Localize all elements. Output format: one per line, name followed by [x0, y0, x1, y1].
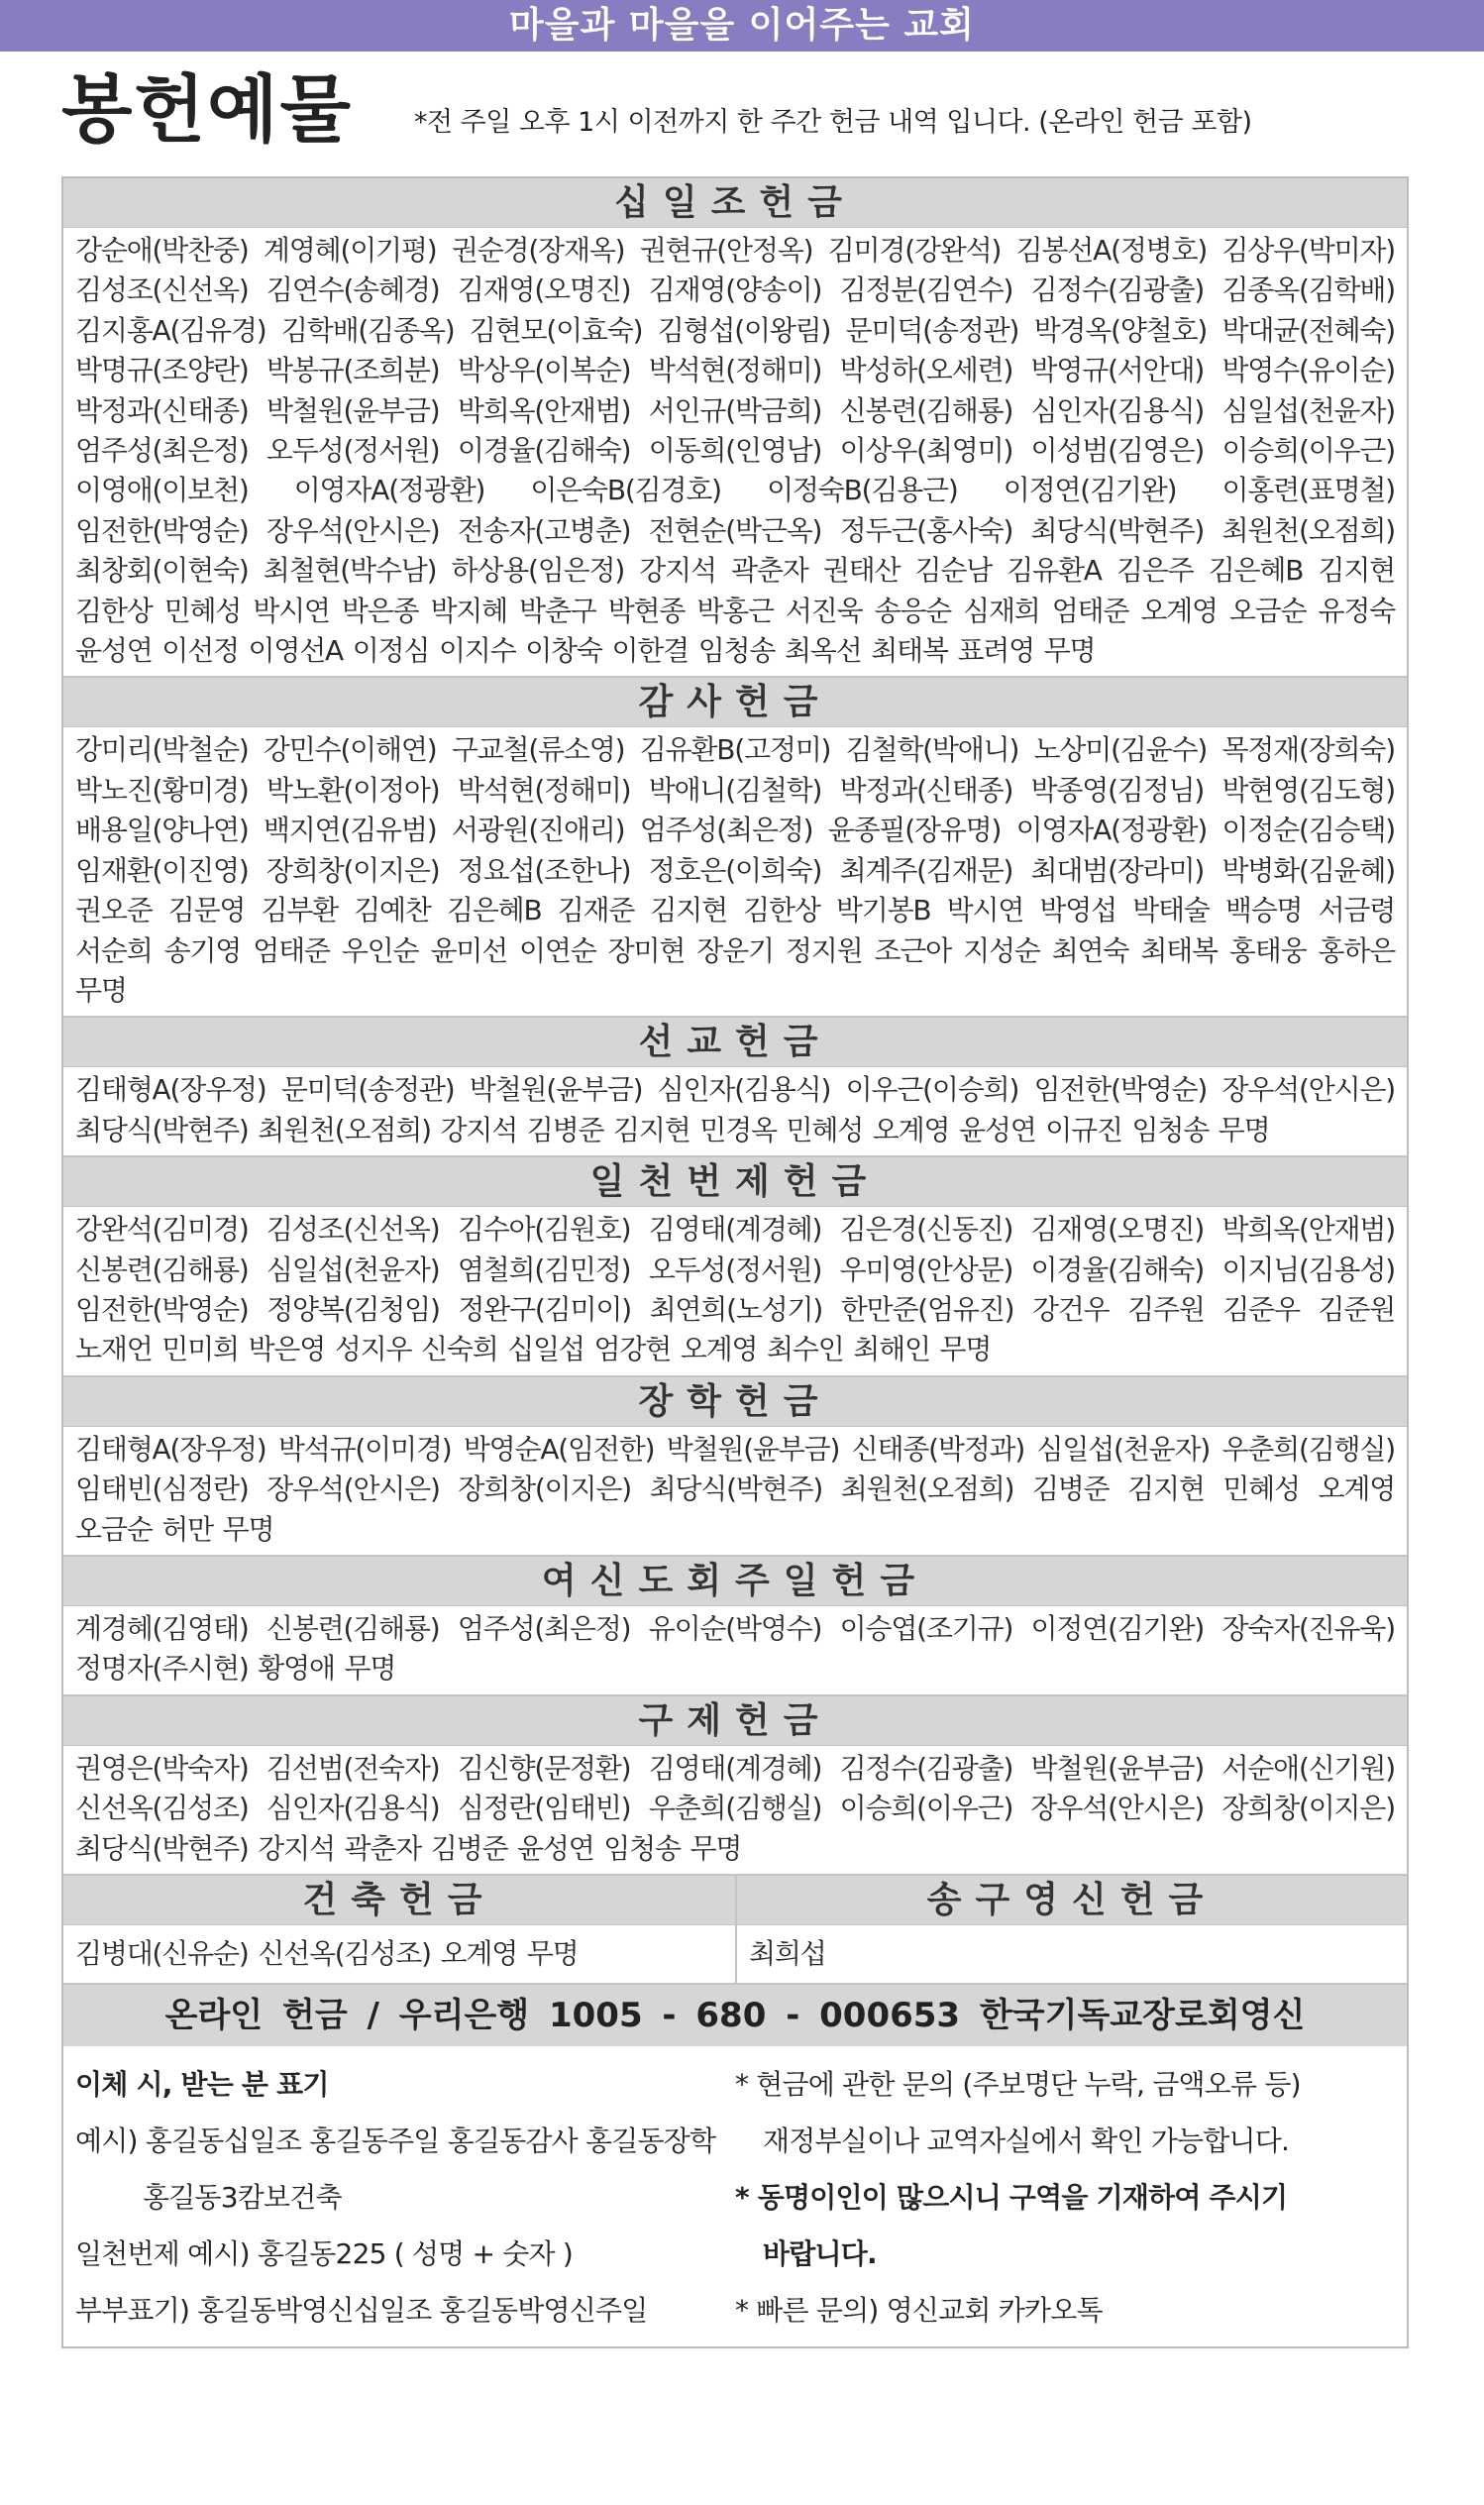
- section-names: [63, 1207, 1407, 1377]
- donor-name: 박기봉B: [835, 894, 931, 927]
- donor-name: 신봉련(김해룡): [265, 1611, 440, 1645]
- donor-name: 김준원: [1318, 1292, 1396, 1326]
- donor-name: 무명: [689, 1831, 742, 1865]
- donor-name: 이승엽(조기규): [839, 1611, 1013, 1645]
- donor-name: 김선범(전숙자): [265, 1751, 440, 1785]
- donor-name: 오계영: [1140, 594, 1218, 627]
- donor-name: 권순경(장재옥): [451, 234, 625, 267]
- donor-name: 최희섭: [749, 1937, 826, 1970]
- donor-name: 최해인: [853, 1333, 930, 1366]
- donor-name: 이영선A: [248, 634, 343, 668]
- donor-name: 엄태준: [253, 933, 330, 967]
- donor-name: 허만: [161, 1512, 213, 1546]
- donor-name: 표려영: [957, 634, 1034, 668]
- donor-name: 박대균(전혜숙): [1221, 313, 1396, 347]
- donor-name: 이창숙: [525, 634, 602, 668]
- donor-name: 김은혜B: [446, 894, 542, 927]
- donor-name: 서금령: [1318, 894, 1396, 927]
- donor-name: 서진욱: [785, 594, 863, 627]
- donor-name: 지성순: [963, 933, 1040, 967]
- donor-name: 심인자(김용식): [1030, 393, 1205, 427]
- donor-name: 김지홍A(김유경): [75, 313, 266, 347]
- donor-name: 김은혜B: [1208, 554, 1304, 588]
- donor-name: 심인자(김용식): [657, 1073, 831, 1107]
- donor-name: 장숙자(진유욱): [1221, 1611, 1395, 1645]
- section-names: [63, 1746, 1407, 1876]
- donor-name: 박상우(이복순): [457, 354, 631, 387]
- donor-name: 이정숙B(김용근): [767, 474, 958, 507]
- donor-name: 박정과(신태종): [75, 393, 249, 427]
- donor-name: 심일섭(천윤자): [1221, 393, 1395, 427]
- donor-name: 임전한(박영순): [75, 513, 249, 547]
- donor-name: 김영태(계경혜): [648, 1213, 822, 1247]
- donor-name: 오계영: [440, 1937, 518, 1970]
- top-banner: 마을과 마을을 이어주는 교회: [0, 0, 1484, 52]
- donor-name: 오금순: [75, 1512, 153, 1546]
- donor-name: 장희창(이지은): [265, 853, 440, 887]
- donor-name: 장미현: [607, 933, 686, 967]
- donor-name: 신봉련(김해룡): [839, 393, 1013, 427]
- donor-name: 엄태준: [1051, 594, 1129, 627]
- donor-name: 김태형A(장우정): [75, 1432, 266, 1466]
- donor-name: 박영수(유이순): [1221, 354, 1395, 387]
- donor-name: 최옥선: [784, 634, 862, 668]
- donor-name: 김정수(김광출): [1030, 273, 1205, 307]
- donor-name: 장희창(이지은): [458, 1472, 631, 1506]
- donor-name: 박석현(정해미): [648, 354, 822, 387]
- donor-name: 김재준: [557, 894, 635, 927]
- donor-name: 윤종필(장유명): [827, 814, 1002, 847]
- donor-name: 박병화(김윤혜): [1221, 853, 1395, 887]
- donor-name: 홍하은: [1318, 933, 1396, 967]
- donor-name: 무명: [1218, 1113, 1270, 1146]
- donor-name: 엄강현: [593, 1333, 672, 1366]
- donor-name: 박석현(정해미): [457, 773, 631, 807]
- donor-name: 박명규(조양란): [75, 354, 249, 387]
- guide-example: 예시) 홍길동십일조 홍길동주일 홍길동감사 홍길동장학: [75, 2124, 716, 2157]
- donor-name: 임청송: [1131, 1113, 1210, 1146]
- section-names: [63, 1067, 1407, 1157]
- section-title: 십일조헌금: [63, 178, 1407, 228]
- donor-name: 심인자(김용식): [265, 1792, 440, 1825]
- donor-name: 최당식(박현주): [649, 1472, 823, 1506]
- donor-name: 신태종(박정과): [851, 1432, 1025, 1466]
- section-title: 송구영신헌금: [737, 1876, 1407, 1925]
- donor-name: 윤성연: [959, 1113, 1036, 1146]
- section-names: [63, 228, 1407, 678]
- donor-name: 박성하(오세련): [839, 354, 1013, 387]
- donor-name: 최원천(오점희): [1221, 513, 1395, 547]
- donor-name: 황영애: [258, 1652, 335, 1686]
- donor-name: 김유환B(고정미): [639, 733, 831, 767]
- donor-name: 장운기: [696, 933, 774, 967]
- donor-name: 박철원(윤부금): [265, 393, 440, 427]
- donor-name: 강지석: [639, 554, 716, 588]
- donor-name: 오두성(정서원): [648, 1252, 822, 1286]
- donor-name: 박시연: [253, 594, 330, 627]
- donor-name: 임태빈(심정란): [75, 1472, 249, 1506]
- donor-name: 곽춘자: [344, 1831, 422, 1865]
- donor-name: 강지석: [440, 1113, 518, 1146]
- section-names: [63, 1427, 1407, 1557]
- donor-name: 이정순(김승택): [1221, 814, 1396, 847]
- donor-name: 박종영(김정님): [1030, 773, 1205, 807]
- donor-name: 윤성연: [75, 634, 153, 668]
- donor-name: 김예찬: [354, 894, 431, 927]
- donor-name: 박춘구: [519, 594, 596, 627]
- donor-name: 정완구(김미이): [458, 1292, 631, 1326]
- donor-name: 김신향(문정환): [457, 1751, 631, 1785]
- donor-name: 강순애(박찬중): [75, 234, 249, 267]
- donor-name: 이정연(김기완): [1030, 1611, 1205, 1645]
- section-title: 장학헌금: [63, 1377, 1407, 1427]
- donor-name: 신숙희: [421, 1333, 498, 1366]
- donor-name: 김은주: [1115, 554, 1194, 588]
- donor-name: 송기영: [163, 933, 242, 967]
- donor-name: 정명자(주시현): [75, 1652, 249, 1686]
- donor-name: 박은종: [341, 594, 419, 627]
- donor-name: 장우석(안시은): [265, 513, 440, 547]
- donor-name: 박시연: [946, 894, 1024, 927]
- donor-name: 김은경(신동진): [839, 1213, 1013, 1247]
- donor-name: 정양복(김청임): [266, 1292, 440, 1326]
- donor-name: 홍태웅: [1228, 933, 1307, 967]
- donor-name: 김문영: [167, 894, 246, 927]
- donor-name: 강민수(이해연): [263, 733, 437, 767]
- inquiry-note-cont: 재정부실이나 교역자실에서 확인 가능합니다.: [763, 2124, 1290, 2157]
- transfer-guide: [75, 2056, 735, 2339]
- newyear-offering: [737, 1876, 1407, 1983]
- donor-name: 민미희: [161, 1333, 239, 1366]
- donor-name: 강지석: [258, 1831, 335, 1865]
- donor-name: 임재환(이진영): [75, 853, 249, 887]
- donor-name: 김지현: [1318, 554, 1396, 588]
- section-names: [63, 1606, 1407, 1696]
- donor-name: 김부환: [261, 894, 339, 927]
- donor-name: 염철희(김민정): [457, 1252, 631, 1286]
- donor-name: 이동희(인영남): [648, 434, 822, 468]
- donor-name: 오계영: [872, 1113, 950, 1146]
- donor-name: 박애니(김철학): [648, 773, 822, 807]
- donor-name: 심정란(임태빈): [457, 1792, 631, 1825]
- donor-name: 권오준: [75, 894, 153, 927]
- donor-name: 오계영: [680, 1333, 758, 1366]
- donor-name: 계영혜(이기평): [263, 234, 437, 267]
- donor-name: 한만준(엄유진): [840, 1292, 1014, 1326]
- donor-name: 우춘희(김행실): [648, 1792, 822, 1825]
- donor-name: 김재영(오명진): [1030, 1213, 1205, 1247]
- donor-name: 서순애(신기원): [1221, 1751, 1395, 1785]
- donor-name: 이성범(김영은): [1030, 434, 1205, 468]
- donor-name: 민혜성: [163, 594, 242, 627]
- donor-name: 박철원(윤부금): [469, 1073, 643, 1107]
- donor-name: 백승명: [1224, 894, 1303, 927]
- donor-name: 박현종: [607, 594, 686, 627]
- donor-name: 김병대(신유순): [75, 1937, 249, 1970]
- page-title: 봉헌예물: [61, 67, 353, 153]
- donor-name: 이정심: [352, 634, 430, 668]
- donor-name: 이우근(이승희): [845, 1073, 1019, 1107]
- donor-name: 김영태(계경혜): [648, 1751, 822, 1785]
- donor-name: 박희옥(안재범): [457, 393, 631, 427]
- donor-name: 김성조(신선옥): [265, 1213, 440, 1247]
- donor-name: 최철현(박수남): [263, 554, 437, 588]
- donor-name: 최대범(장라미): [1030, 853, 1205, 887]
- donor-name: 이상우(최영미): [839, 434, 1013, 468]
- donor-name: 무명: [75, 973, 127, 1007]
- donor-name: 강건우: [1031, 1292, 1110, 1326]
- donor-name: 김연수(송혜경): [265, 273, 440, 307]
- donor-name: 장우석(안시은): [1221, 1073, 1396, 1107]
- donor-name: 조근아: [874, 933, 952, 967]
- donor-name: 박영순A(임전한): [463, 1432, 655, 1466]
- donor-name: 이은숙B(김경호): [530, 474, 721, 507]
- donor-name: 박노환(이정아): [265, 773, 440, 807]
- donor-name: 김재영(양송이): [648, 273, 822, 307]
- donor-name: 김종옥(김학배): [1221, 273, 1395, 307]
- donor-name: 임전한(박영순): [75, 1292, 249, 1326]
- donor-name: 김성조(신선옥): [75, 273, 249, 307]
- donor-name: 신선옥(김성조): [75, 1792, 249, 1825]
- donor-name: 권현규(안정옥): [639, 234, 813, 267]
- kakao-note: * 빠른 문의) 영신교회 카카오톡: [735, 2294, 1103, 2327]
- donor-name: 장우석(안시은): [1030, 1792, 1205, 1825]
- donor-name: 최수인: [767, 1333, 844, 1366]
- donor-name: 박태술: [1132, 894, 1210, 927]
- donor-name: 최원천(오점희): [258, 1113, 431, 1146]
- donor-name: 김병준: [526, 1113, 604, 1146]
- donor-name: 민혜성: [1222, 1472, 1300, 1506]
- donor-name: 최연숙: [1051, 933, 1129, 967]
- split-sections: [63, 1876, 1407, 1985]
- donor-name: 전현순(박근옥): [648, 513, 822, 547]
- same-name-note: * 동명이인이 많으시니 구역을 기재하여 주시기: [735, 2181, 1288, 2214]
- donor-name: 김형섭(이왕림): [657, 313, 831, 347]
- donor-name: 엄주성(최은정): [457, 1611, 631, 1645]
- donor-name: 박영섭: [1039, 894, 1116, 927]
- donor-name: 박정과(신태종): [839, 773, 1013, 807]
- donor-name: 최태복: [1140, 933, 1218, 967]
- section-names: [63, 727, 1407, 1018]
- donor-name: 강완석(김미경): [75, 1213, 249, 1247]
- donor-name: 김지현: [613, 1113, 690, 1146]
- section-title: 일천번제헌금: [63, 1157, 1407, 1207]
- donor-name: 임청송: [697, 634, 776, 668]
- donor-name: 노재언: [75, 1333, 153, 1366]
- donor-name: 신선옥(김성조): [258, 1937, 431, 1970]
- donor-name: 박노진(황미경): [75, 773, 249, 807]
- donor-name: 김유환A: [1007, 554, 1102, 588]
- donor-name: 강미리(박철순): [75, 733, 249, 767]
- donor-name: 오두성(정서원): [265, 434, 440, 468]
- donor-name: 이영자A(정광환): [1015, 814, 1208, 847]
- donor-name: 이연순: [519, 933, 596, 967]
- donor-name: 김지현: [1127, 1472, 1205, 1506]
- donor-name: 박지혜: [430, 594, 507, 627]
- donor-name: 이승희(이우근): [839, 1792, 1013, 1825]
- donor-name: 이홍련(표명철): [1221, 474, 1396, 507]
- donor-name: 박철원(윤부금): [666, 1432, 840, 1466]
- online-account-title: 온라인 헌금 / 우리은행 1005 - 680 - 000653 한국기독교장로회영신: [63, 1985, 1407, 2046]
- donor-name: 이영자A(정광환): [293, 474, 485, 507]
- donor-name: 박철원(윤부금): [1030, 1751, 1205, 1785]
- section-title: 감사헌금: [63, 678, 1407, 727]
- donor-name: 이규진: [1045, 1113, 1122, 1146]
- donor-name: 김상우(박미자): [1221, 234, 1396, 267]
- donor-name: 최당식(박현주): [1030, 513, 1205, 547]
- donor-name: 신봉련(김해룡): [75, 1252, 249, 1286]
- donor-name: 이경율(김해숙): [1030, 1252, 1205, 1286]
- donor-name: 이정연(김기완): [1003, 474, 1177, 507]
- donor-name: 이지님(김용성): [1221, 1252, 1395, 1286]
- donor-name: 최당식(박현주): [75, 1113, 249, 1146]
- inquiry-note: * 현금에 관한 문의 (주보명단 누락, 금액오류 등): [735, 2068, 1301, 2101]
- section-names: [63, 1925, 735, 1983]
- donor-name: 김현모(이효숙): [469, 313, 643, 347]
- donor-name: 이영애(이보천): [75, 474, 249, 507]
- donor-name: 장우석(안시은): [266, 1472, 440, 1506]
- donor-name: 배용일(양나연): [75, 814, 249, 847]
- donor-name: 박현영(김도형): [1221, 773, 1395, 807]
- donor-name: 박희옥(안재범): [1221, 1213, 1395, 1247]
- donor-name: 심일섭(천윤자): [265, 1252, 440, 1286]
- section-title: 건축헌금: [63, 1876, 735, 1925]
- donor-name: 우춘희(김행실): [1221, 1432, 1395, 1466]
- donor-name: 백지연(김유범): [263, 814, 437, 847]
- donor-name: 권영은(박숙자): [75, 1751, 249, 1785]
- donor-name: 이승희(이우근): [1221, 434, 1395, 468]
- donor-name: 임전한(박영순): [1033, 1073, 1208, 1107]
- donor-name: 하상용(임은정): [451, 554, 625, 588]
- donor-name: 정지원: [785, 933, 863, 967]
- donor-name: 심일섭(천윤자): [1036, 1432, 1211, 1466]
- donor-name: 김한상: [743, 894, 820, 927]
- donor-name: 엄주성(최은정): [75, 434, 249, 468]
- donor-name: 김학배(김종옥): [280, 313, 455, 347]
- donor-name: 무명: [344, 1652, 396, 1686]
- donor-name: 김정분(김연수): [839, 273, 1013, 307]
- section-title: 여신도회주일헌금: [63, 1557, 1407, 1606]
- donor-name: 민경옥: [699, 1113, 777, 1146]
- donor-name: 윤성연: [517, 1831, 594, 1865]
- donor-name: 최당식(박현주): [75, 1831, 249, 1865]
- offering-board: [61, 176, 1409, 2348]
- donor-name: 서광원(진애리): [451, 814, 625, 847]
- donor-name: 김병준: [1031, 1472, 1110, 1506]
- donor-name: 임청송: [603, 1831, 681, 1865]
- donor-name: 김수아(김원호): [457, 1213, 631, 1247]
- donor-name: 송응순: [874, 594, 952, 627]
- guide-example-cont: 홍길동3캄보건축: [143, 2181, 342, 2214]
- donor-name: 곽춘자: [731, 554, 808, 588]
- donor-name: 노상미(김윤수): [1033, 733, 1208, 767]
- donor-name: 박홍근: [696, 594, 774, 627]
- donor-name: 김지현: [650, 894, 727, 927]
- section-title: 구제헌금: [63, 1696, 1407, 1746]
- section-title: 선교헌금: [63, 1018, 1407, 1067]
- online-guide: [63, 2046, 1407, 2346]
- donor-name: 김철학(박애니): [845, 733, 1019, 767]
- donor-name: 김준우: [1222, 1292, 1300, 1326]
- donor-name: 정호은(이희숙): [648, 853, 822, 887]
- donor-name: 김태형A(장우정): [75, 1073, 266, 1107]
- section-names: [737, 1925, 1407, 1983]
- donor-name: 서순희: [75, 933, 153, 967]
- donor-name: 정두근(홍사숙): [839, 513, 1013, 547]
- donor-name: 김정수(김광출): [839, 1751, 1013, 1785]
- donor-name: 박은영: [248, 1333, 326, 1366]
- donor-name: 김한상: [75, 594, 153, 627]
- donor-name: 최원천(오점희): [840, 1472, 1014, 1506]
- donor-name: 이한결: [611, 634, 689, 668]
- donor-name: 이경율(김해숙): [457, 434, 631, 468]
- donor-name: 최태복: [871, 634, 948, 668]
- donor-name: 이지수: [438, 634, 516, 668]
- donor-name: 민혜성: [786, 1113, 864, 1146]
- donor-name: 박영규(서안대): [1030, 354, 1205, 387]
- donor-name: 최계주(김재문): [839, 853, 1013, 887]
- donor-name: 정요섭(조한나): [457, 853, 631, 887]
- donor-name: 심재희: [963, 594, 1040, 627]
- building-offering: [63, 1876, 737, 1983]
- donor-name: 박봉규(조희분): [265, 354, 440, 387]
- donor-name: 전송자(고병춘): [457, 513, 631, 547]
- donor-name: 무명: [222, 1512, 274, 1546]
- donor-name: 유이순(박영수): [648, 1611, 822, 1645]
- donor-name: 서인규(박금희): [648, 393, 822, 427]
- donor-name: 문미덕(송정관): [845, 313, 1019, 347]
- donor-name: 장희창(이지은): [1221, 1792, 1395, 1825]
- donor-name: 무명: [939, 1333, 992, 1366]
- guide-example-couple: 부부표기) 홍길동박영신십일조 홍길동박영신주일: [75, 2294, 648, 2327]
- guide-heading: 이체 시, 받는 분 표기: [75, 2068, 329, 2101]
- donor-name: 십일섭: [507, 1333, 584, 1366]
- donor-name: 김재영(오명진): [457, 273, 631, 307]
- donor-name: 성지우: [334, 1333, 412, 1366]
- donor-name: 김주원: [1127, 1292, 1205, 1326]
- same-name-note-cont: 바랍니다.: [763, 2237, 877, 2270]
- donor-name: 오금순: [1228, 594, 1307, 627]
- donor-name: 유정숙: [1318, 594, 1396, 627]
- donor-name: 목정재(장희숙): [1221, 733, 1395, 767]
- donor-name: 박경옥(양철호): [1033, 313, 1208, 347]
- donor-name: 김순남: [914, 554, 993, 588]
- donor-name: 김봉선A(정병호): [1015, 234, 1208, 267]
- donor-name: 이선정: [161, 634, 239, 668]
- donor-name: 김미경(강완석): [827, 234, 1002, 267]
- donor-name: 박석규(이미경): [277, 1432, 452, 1466]
- donor-name: 문미덕(송정관): [280, 1073, 455, 1107]
- donor-name: 윤미선: [430, 933, 507, 967]
- inquiry-guide: [735, 2056, 1395, 2339]
- donor-name: 계경혜(김영태): [75, 1611, 249, 1645]
- donor-name: 엄주성(최은정): [639, 814, 813, 847]
- donor-name: 김병준: [430, 1831, 508, 1865]
- donor-name: 무명: [1043, 634, 1096, 668]
- donor-name: 권태산: [822, 554, 901, 588]
- guide-example-offering: 일천번제 예시) 홍길동225 ( 성명 + 숫자 ): [75, 2237, 574, 2270]
- donor-name: 최창회(이현숙): [75, 554, 249, 588]
- donor-name: 구교철(류소영): [451, 733, 625, 767]
- donor-name: 오계영: [1318, 1472, 1396, 1506]
- donor-name: 최연희(노성기): [649, 1292, 823, 1326]
- donor-name: 우인순: [341, 933, 419, 967]
- donor-name: 무명: [526, 1937, 579, 1970]
- page-note: *전 주일 오후 1시 이전까지 한 주간 헌금 내역 입니다. (온라인 헌금 포함): [414, 107, 1252, 138]
- offering-sections: [63, 178, 1407, 1876]
- donor-name: 우미영(안상문): [839, 1252, 1013, 1286]
